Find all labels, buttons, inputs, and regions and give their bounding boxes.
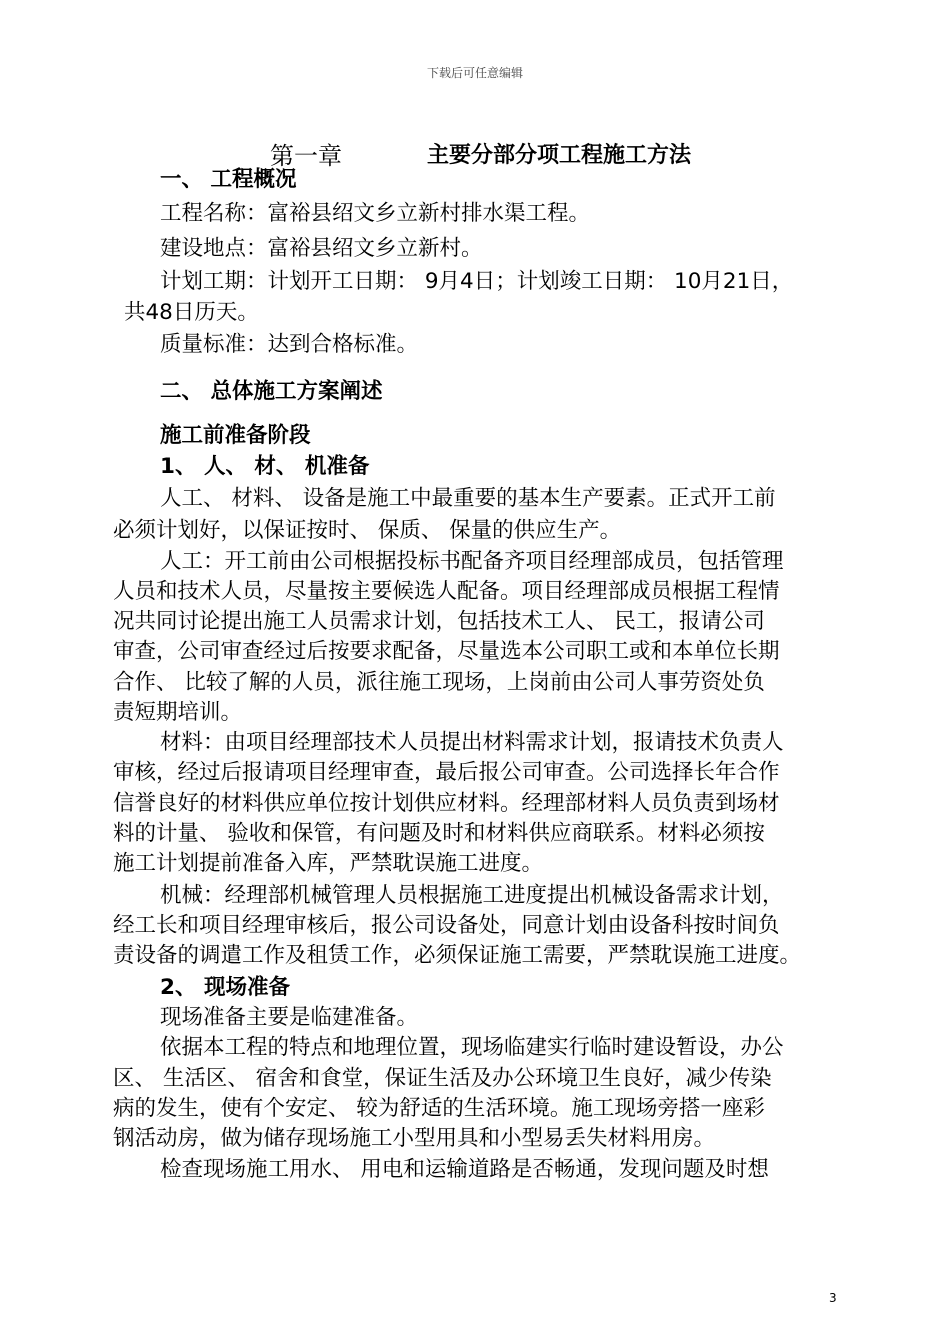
body-text-line: 病的发生，使有个安定、 较为舒适的生活环境。施工现场旁搭一座彩 bbox=[113, 1096, 765, 1121]
body-text-line: 审核，经过后报请项目经理审查，最后报公司审查。公司选择长年合作 bbox=[113, 760, 780, 785]
page-number: 3 bbox=[829, 1291, 837, 1305]
page-header: 下载后可任意编辑 bbox=[426, 66, 523, 80]
body-text-line: 合作、 比较了解的人员，派往施工现场，上岗前由公司人事劳资处负 bbox=[113, 670, 765, 695]
body-text-line: 钢活动房，做为储存现场施工小型用具和小型易丢失材料用房。 bbox=[113, 1126, 716, 1151]
body-text-line: 材料：由项目经理部技术人员提出材料需求计划，报请技术负责人 bbox=[160, 730, 784, 755]
body-text-line: 经工长和项目经理审核后，报公司设备处，同意计划由设备科按时间负 bbox=[113, 913, 780, 938]
body-text-line: 检查现场施工用水、 用电和运输道路是否畅通，发现问题及时想 bbox=[160, 1157, 769, 1182]
body-text-line: 信誉良好的材料供应单位按计划供应材料。经理部材料人员负责到场材 bbox=[113, 791, 780, 816]
body-text-line: 况共同讨论提出施工人员需求计划，包括技术工人、 民工，报请公司 bbox=[113, 609, 765, 634]
body-text-line: 人员和技术人员，尽量按主要候选人配备。项目经理部成员根据工程情 bbox=[113, 579, 780, 604]
body-text-line: 责短期培训。 bbox=[113, 700, 243, 725]
body-text-line: 责设备的调遣工作及租赁工作，必须保证施工需要，严禁耽误施工进度。 bbox=[113, 943, 802, 968]
section-heading: 1、 人、 材、 机准备 bbox=[160, 454, 370, 479]
body-text-line: 必须计划好，以保证按时、 保质、 保量的供应生产。 bbox=[113, 518, 622, 543]
body-text-line: 建设地点：富裕县绍文乡立新村。 bbox=[160, 236, 483, 261]
body-text-line: 质量标准：达到合格标准。 bbox=[160, 332, 419, 357]
chapter-label: 第一章 bbox=[270, 142, 342, 170]
section-heading: 一、 工程概况 bbox=[160, 167, 297, 192]
body-text-line: 审查，公司审查经过后按要求配备，尽量选本公司职工或和本单位长期 bbox=[113, 639, 780, 664]
body-text-line: 料的计量、 验收和保管，有问题及时和材料供应商联系。材料必须按 bbox=[113, 821, 765, 846]
chapter-title: 主要分部分项工程施工方法 bbox=[427, 143, 692, 168]
body-text-line: 区、 生活区、 宿舍和食堂，保证生活及办公环境卫生良好，减少传染 bbox=[113, 1066, 772, 1091]
body-text-line: 依据本工程的特点和地理位置，现场临建实行临时建设暂设，办公 bbox=[160, 1035, 784, 1060]
body-text-line: 机械：经理部机械管理人员根据施工进度提出机械设备需求计划， bbox=[160, 883, 784, 908]
body-text-line: 现场准备主要是临建准备。 bbox=[160, 1005, 419, 1030]
body-text-line: 计划工期：计划开工日期： 9月4日；计划竣工日期： 10月21日， bbox=[160, 269, 794, 294]
body-text-line: 工程名称：富裕县绍文乡立新村排水渠工程。 bbox=[160, 201, 591, 226]
body-text-line: 施工计划提前准备入库，严禁耽误施工进度。 bbox=[113, 851, 544, 876]
body-text-line: 人工：开工前由公司根据投标书配备齐项目经理部成员，包括管理 bbox=[160, 549, 784, 574]
section-heading: 二、 总体施工方案阐述 bbox=[160, 379, 383, 404]
body-text-line: 人工、 材料、 设备是施工中最重要的基本生产要素。正式开工前 bbox=[160, 486, 776, 511]
section-heading: 2、 现场准备 bbox=[160, 975, 290, 1000]
body-text-line: 共48日历天。 bbox=[124, 300, 259, 325]
section-heading: 施工前准备阶段 bbox=[160, 423, 311, 448]
